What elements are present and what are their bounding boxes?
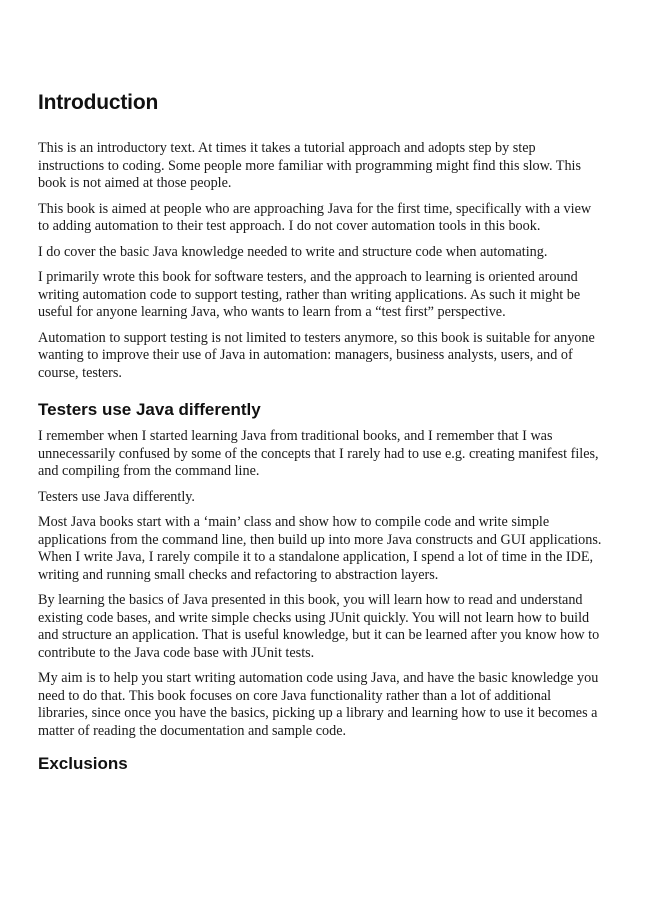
section-heading-testers-use-java-differently: Testers use Java differently bbox=[38, 400, 261, 419]
paragraph: This book is aimed at people who are approaching Java for the first time, specifically with a view to adding automation to their test approach. I do not cover automation tools in this book. bbox=[38, 200, 592, 234]
paragraph: My aim is to help you start writing automation code using Java, and have the basic knowledge you need to do that. This book focuses on core Java functionality rather than a lot of additional libraries, since once you have the basics, picking up a library and learning how to use it becomes a matter of reading the documentation and sample code. bbox=[38, 670, 599, 739]
paragraph: This is an introductory text. At times it takes a tutorial approach and adopts step by step instructions to coding. Some people more familiar with programming might find this slow. This book is not aimed at those people. bbox=[38, 140, 582, 191]
paragraph: I do cover the basic Java knowledge needed to write and structure code when automating. bbox=[38, 243, 548, 260]
paragraph: I remember when I started learning Java from traditional books, and I remember that I was unnecessarily confused by some of the concepts that I rarely had to use e.g. creating manifest files, and compiling from the command line. bbox=[38, 428, 599, 479]
section-heading-exclusions: Exclusions bbox=[38, 754, 128, 773]
section-heading-introduction: Introduction bbox=[38, 91, 159, 114]
paragraph: By learning the basics of Java presented in this book, you will learn how to read and understand existing code bases, and write simple checks using JUnit quickly. You will not learn how to build and structure an application. That is useful knowledge, but it can be learned after you know how to contribute to the Java code base with JUnit tests. bbox=[38, 592, 600, 661]
paragraph: Most Java books start with a ‘main’ class and show how to compile code and write simple applications from the command line, then build up into more Java constructs and GUI applications. When I write Java, I rarely compile it to a standalone application, I spend a lot of time in the IDE, writing and running small checks and refactoring to abstraction layers. bbox=[38, 514, 602, 583]
document-page bbox=[38, 88, 604, 776]
paragraph: I primarily wrote this book for software testers, and the approach to learning is oriented around writing automation code to support testing, rather than writing applications. As such it might be useful for anyone learning Java, who wants to learn from a “test first” perspective. bbox=[38, 269, 581, 320]
paragraph: Testers use Java differently. bbox=[38, 488, 195, 505]
paragraph: Automation to support testing is not limited to testers anymore, so this book is suitable for anyone wanting to improve their use of Java in automation: managers, business analysts, users, and of course, testers. bbox=[38, 329, 595, 381]
